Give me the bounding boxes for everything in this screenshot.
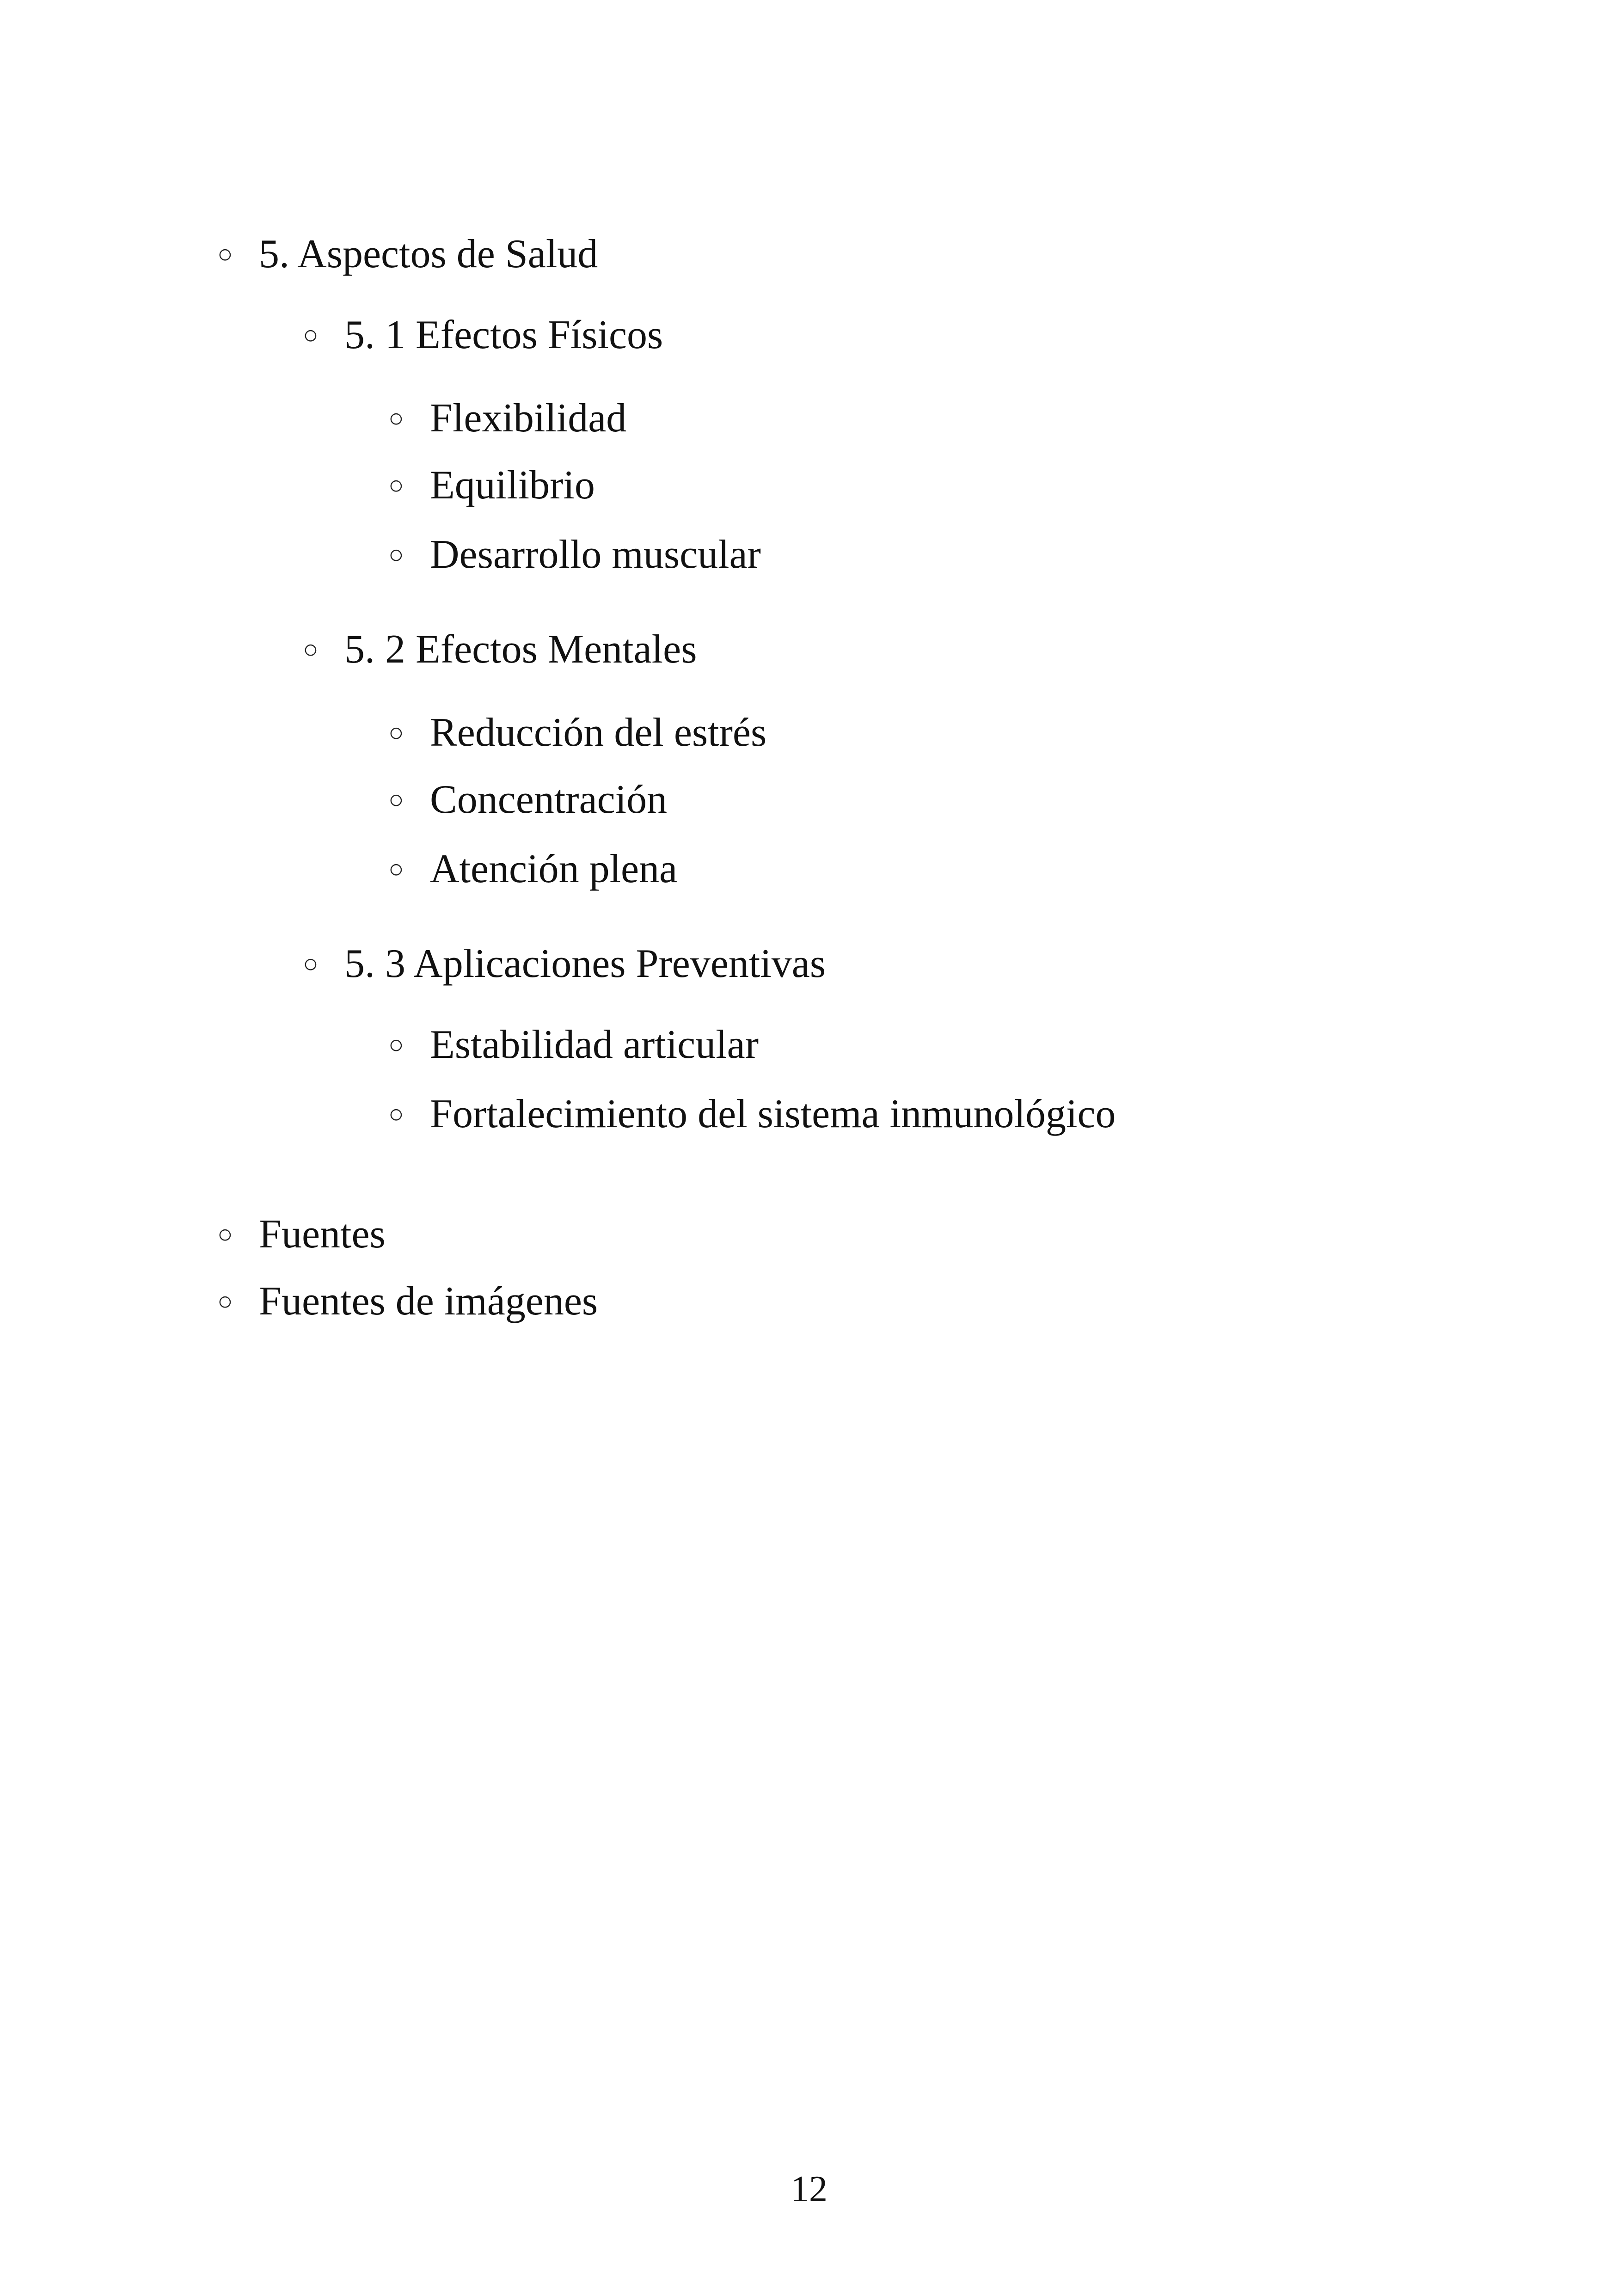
bullet-circle-icon: ○ (388, 404, 404, 433)
bullet-circle-icon: ○ (388, 1100, 404, 1129)
page-number: 12 (791, 2169, 827, 2210)
outline-item-label: 5. 2 Efectos Mentales (344, 627, 697, 672)
bullet-circle-icon: ○ (388, 718, 404, 747)
outline-item-label: 5. 3 Aplicaciones Preventivas (344, 941, 826, 986)
outline-item-label: Fuentes (259, 1212, 386, 1257)
bullet-circle-icon: ○ (303, 635, 319, 664)
outline-item-label: Desarrollo muscular (430, 532, 761, 577)
bullet-circle-icon: ○ (388, 471, 404, 500)
bullet-circle-icon: ○ (303, 950, 319, 978)
bullet-circle-icon: ○ (217, 240, 233, 269)
bullet-circle-icon: ○ (388, 1031, 404, 1059)
outline-item-label: Fortalecimiento del sistema inmunológico (430, 1092, 1116, 1136)
outline-item-label: Equilibrio (430, 463, 595, 508)
bullet-circle-icon: ○ (217, 1220, 233, 1249)
outline-item-label: 5. 1 Efectos Físicos (344, 313, 663, 357)
bullet-circle-icon: ○ (217, 1287, 233, 1316)
outline-item-label: Atención plena (430, 847, 678, 891)
bullet-circle-icon: ○ (388, 540, 404, 569)
bullet-circle-icon: ○ (388, 855, 404, 884)
outline-item-label: Flexibilidad (430, 396, 627, 441)
outline-item-label: Concentración (430, 777, 668, 822)
outline-item-label: Fuentes de imágenes (259, 1279, 598, 1324)
outline-item-label: 5. Aspectos de Salud (259, 232, 598, 276)
outline-item-label: Estabilidad articular (430, 1022, 759, 1067)
outline-item-label: Reducción del estrés (430, 710, 767, 755)
bullet-circle-icon: ○ (303, 321, 319, 350)
bullet-circle-icon: ○ (388, 786, 404, 814)
